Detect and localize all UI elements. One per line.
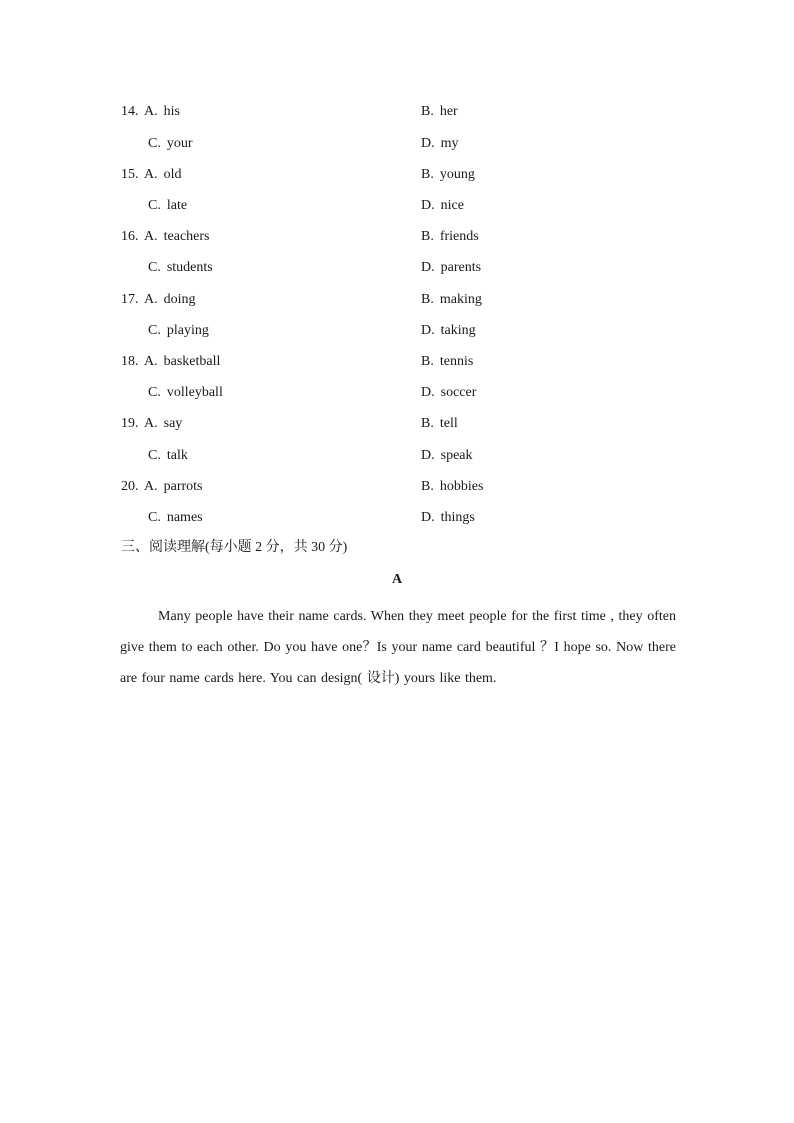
- option-a: A. teachers: [144, 229, 210, 244]
- option-a: A. say: [144, 416, 183, 431]
- passage-paragraph: Many people have their name cards. When they meet people for the first time , they often give them to each other. Do you have one？Is your name card beautiful ？I hope so. Now there are four name cards here. You can design( 设计) yours like them.: [120, 609, 676, 686]
- option-a: A. parrots: [144, 479, 203, 494]
- question-number: 15.: [121, 167, 139, 182]
- question-20-row-1: [0, 477, 794, 508]
- passage-letter: A: [391, 572, 403, 587]
- option-b: B. friends: [421, 229, 479, 244]
- option-a: A. his: [144, 104, 180, 119]
- option-b: B. her: [421, 104, 458, 119]
- option-d: D. nice: [421, 198, 464, 213]
- option-b: B. hobbies: [421, 479, 484, 494]
- option-c: C. your: [148, 136, 193, 151]
- question-number: 17.: [121, 292, 139, 307]
- question-18-row-2: [0, 383, 794, 414]
- option-b: B. making: [421, 292, 482, 307]
- option-a: A. old: [144, 167, 182, 182]
- question-18-row-1: [0, 352, 794, 383]
- option-d: D. parents: [421, 260, 482, 275]
- option-b: B. tennis: [421, 354, 474, 369]
- option-b: B. young: [421, 167, 475, 182]
- option-d: D. taking: [421, 323, 476, 338]
- question-20-row-2: [0, 508, 794, 539]
- question-14-row-1: [0, 102, 794, 133]
- question-16-row-1: [0, 227, 794, 258]
- question-16-row-2: [0, 258, 794, 289]
- option-c: C. names: [148, 510, 203, 525]
- question-17-row-1: [0, 290, 794, 321]
- question-number: 18.: [121, 354, 139, 369]
- option-c: C. volleyball: [148, 385, 223, 400]
- option-d: D. my: [421, 136, 459, 151]
- question-19-row-1: [0, 414, 794, 445]
- question-15-row-1: [0, 165, 794, 196]
- question-17-row-2: [0, 321, 794, 352]
- option-b: B. tell: [421, 416, 458, 431]
- option-d: D. things: [421, 510, 475, 525]
- option-c: C. talk: [148, 448, 188, 463]
- question-15-row-2: [0, 196, 794, 227]
- option-c: C. students: [148, 260, 213, 275]
- option-c: C. late: [148, 198, 188, 213]
- question-14-row-2: [0, 134, 794, 165]
- section-title: 三、阅读理解(每小题 2 分，共 30 分): [121, 540, 348, 555]
- question-number: 19.: [121, 416, 139, 431]
- question-number: 20.: [121, 479, 139, 494]
- question-number: 14.: [121, 104, 139, 119]
- option-c: C. playing: [148, 323, 209, 338]
- question-19-row-2: [0, 446, 794, 477]
- option-d: D. soccer: [421, 385, 477, 400]
- question-number: 16.: [121, 229, 139, 244]
- option-a: A. basketball: [144, 354, 221, 369]
- option-a: A. doing: [144, 292, 196, 307]
- option-d: D. speak: [421, 448, 473, 463]
